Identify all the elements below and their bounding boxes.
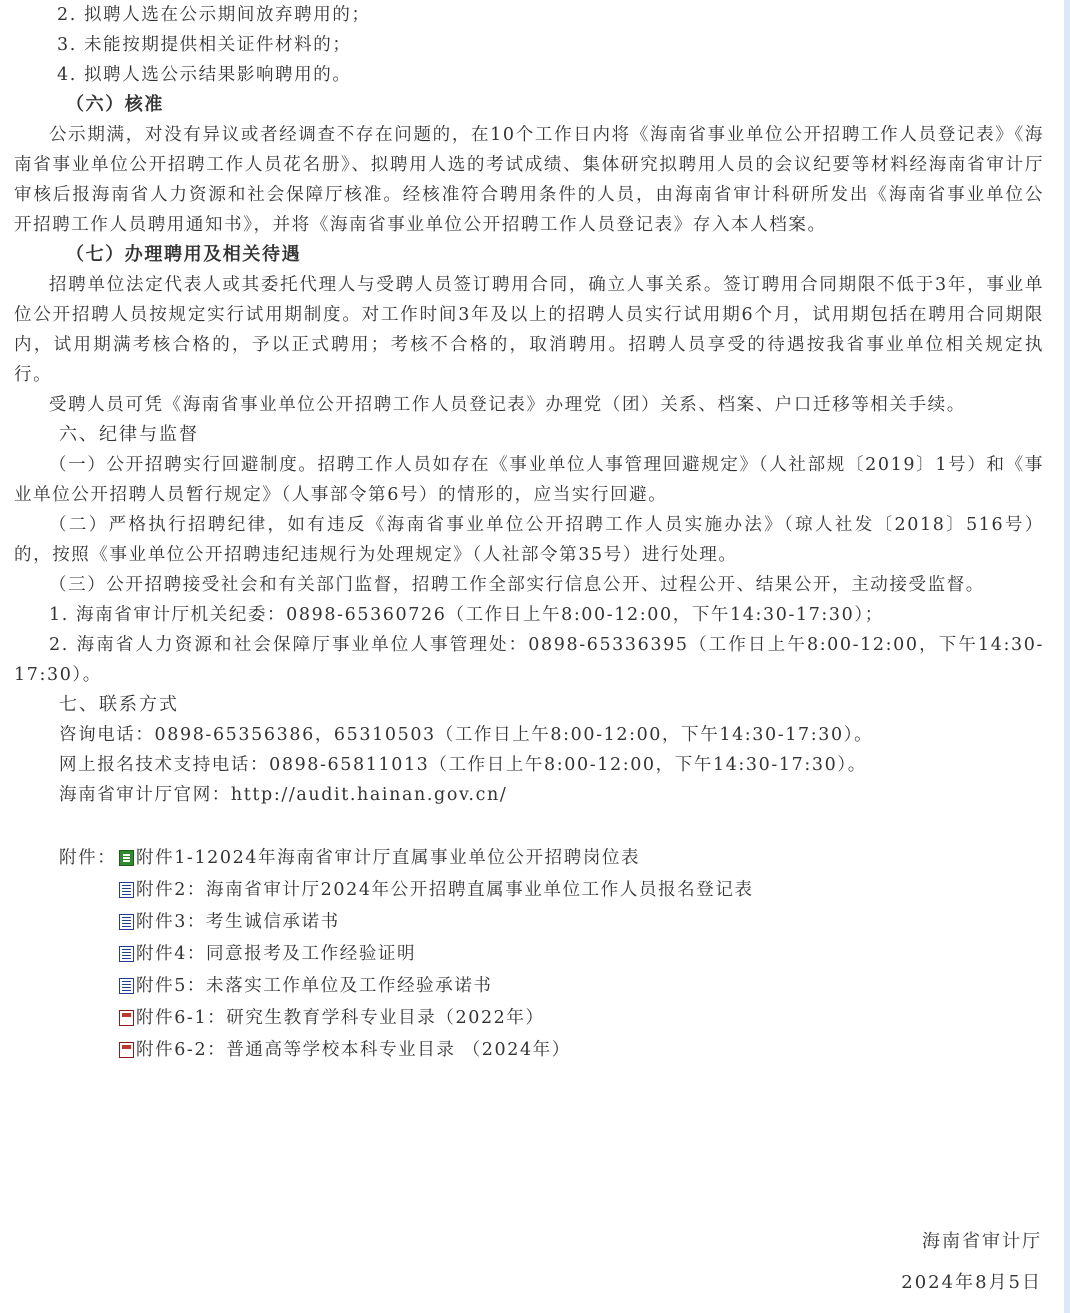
attachment-link[interactable]: 附件5：未落实工作单位及工作经验承诺书	[119, 971, 493, 1001]
attachment-row	[14, 842, 1044, 874]
paragraph: 公示期满，对没有异议或者经调查不存在问题的，在10个工作日内将《海南省事业单位公开招聘工作人员登记表》《海南省事业单位公开招聘工作人员花名册》、拟聘用人选的考试成绩、集体研究拟聘用人员的会议纪要等材料经海南省审计厅审核后报海南省人力资源和社会保障厅核准。经核准符合聘用条件的人员，由海南省审计科研所发出《海南省事业单位公开招聘工作人员聘用通知书》，并将《海南省事业单位公开招聘工作人员登记表》存入本人档案。	[14, 125, 1044, 235]
attachment-row	[14, 906, 1044, 938]
section-heading-employment: （七）办理聘用及相关待遇	[66, 244, 302, 265]
contact-website: 海南省审计厅官网：http://audit.hainan.gov.cn/	[59, 785, 508, 805]
attachments-label: 附件：	[59, 848, 117, 868]
paragraph: （三）公开招聘接受社会和有关部门监督，招聘工作全部实行信息公开、过程公开、结果公开，主动接受监督。	[49, 575, 985, 595]
attachment-link[interactable]: 附件6-2：普通高等学校本科专业目录 （2024年）	[119, 1035, 571, 1065]
attachment-row	[14, 938, 1044, 970]
word-file-icon	[119, 978, 134, 994]
attachment-row	[14, 874, 1044, 906]
attachment-row	[14, 1034, 1044, 1066]
paragraph: （一）公开招聘实行回避制度。招聘工作人员如存在《事业单位人事管理回避规定》（人社部规〔2019〕1号）和《事业单位公开招聘人员暂行规定》（人事部令第6号）的情形的，应当实行回避。	[14, 455, 1044, 505]
word-file-icon	[119, 914, 134, 930]
contact-phone: 咨询电话：0898-65356386，65310503（工作日上午8:00-12:00，下午14:30-17:30）。	[59, 725, 874, 745]
attachment-link[interactable]: 附件4：同意报考及工作经验证明	[119, 939, 416, 969]
attachment-link[interactable]: 附件6-1：研究生教育学科专业目录（2022年）	[119, 1003, 545, 1033]
supervision-contact: 1. 海南省审计厅机关纪委：0898-65360726（工作日上午8:00-12:00，下午14:30-17:30）；	[49, 605, 884, 625]
list-item: 2. 拟聘人选在公示期间放弃聘用的；	[57, 5, 371, 25]
signature-date: 2024年8月5日	[901, 1272, 1042, 1293]
paragraph: 受聘人员可凭《海南省事业单位公开招聘工作人员登记表》办理党（团）关系、档案、户口迁移等相关手续。	[49, 395, 966, 415]
attachment-link[interactable]: 附件3：考生诚信承诺书	[119, 907, 340, 937]
paragraph: （二）严格执行招聘纪律，如有违反《海南省事业单位公开招聘工作人员实施办法》（琼人社发〔2018〕516号）的，按照《事业单位公开招聘违纪违规行为处理规定》（人社部令第35号）进行处理。	[14, 515, 1044, 565]
attachment-row	[14, 970, 1044, 1002]
pdf-file-icon	[119, 1010, 134, 1026]
attachment-link[interactable]: 附件1-12024年海南省审计厅直属事业单位公开招聘岗位表	[119, 843, 640, 873]
chapter-heading-contact: 七、联系方式	[59, 694, 179, 715]
paragraph: 招聘单位法定代表人或其委托代理人与受聘人员签订聘用合同，确立人事关系。签订聘用合同期限不低于3年，事业单位公开招聘人员按规定实行试用期制度。对工作时间3年及以上的招聘人员实行试用期6个月，试用期包括在聘用合同期限内，试用期满考核合格的，予以正式聘用；考核不合格的，取消聘用。招聘人员享受的待遇按我省事业单位相关规定执行。	[14, 275, 1044, 385]
attachment-row	[14, 1002, 1044, 1034]
excel-file-icon	[119, 850, 134, 866]
attachment-link[interactable]: 附件2：海南省审计厅2024年公开招聘直属事业单位工作人员报名登记表	[119, 875, 754, 905]
pdf-file-icon	[119, 1042, 134, 1058]
word-file-icon	[119, 946, 134, 962]
section-heading-approval: （六）核准	[66, 94, 164, 115]
list-item: 3. 未能按期提供相关证件材料的；	[57, 35, 352, 55]
supervision-contact: 2. 海南省人力资源和社会保障厅事业单位人事管理处：0898-65336395（工作日上午8:00-12:00，下午14:30-17:30）。	[14, 635, 1044, 685]
contact-tech-support: 网上报名技术支持电话：0898-65811013（工作日上午8:00-12:00，下午14:30-17:30）。	[59, 755, 867, 775]
signature-org: 海南省审计厅	[922, 1231, 1042, 1252]
word-file-icon	[119, 882, 134, 898]
article-body	[14, 0, 1044, 1066]
chapter-heading-discipline: 六、纪律与监督	[59, 424, 199, 445]
list-item: 4. 拟聘人选公示结果影响聘用的。	[57, 65, 352, 85]
right-edge-bar	[1064, 0, 1070, 1313]
